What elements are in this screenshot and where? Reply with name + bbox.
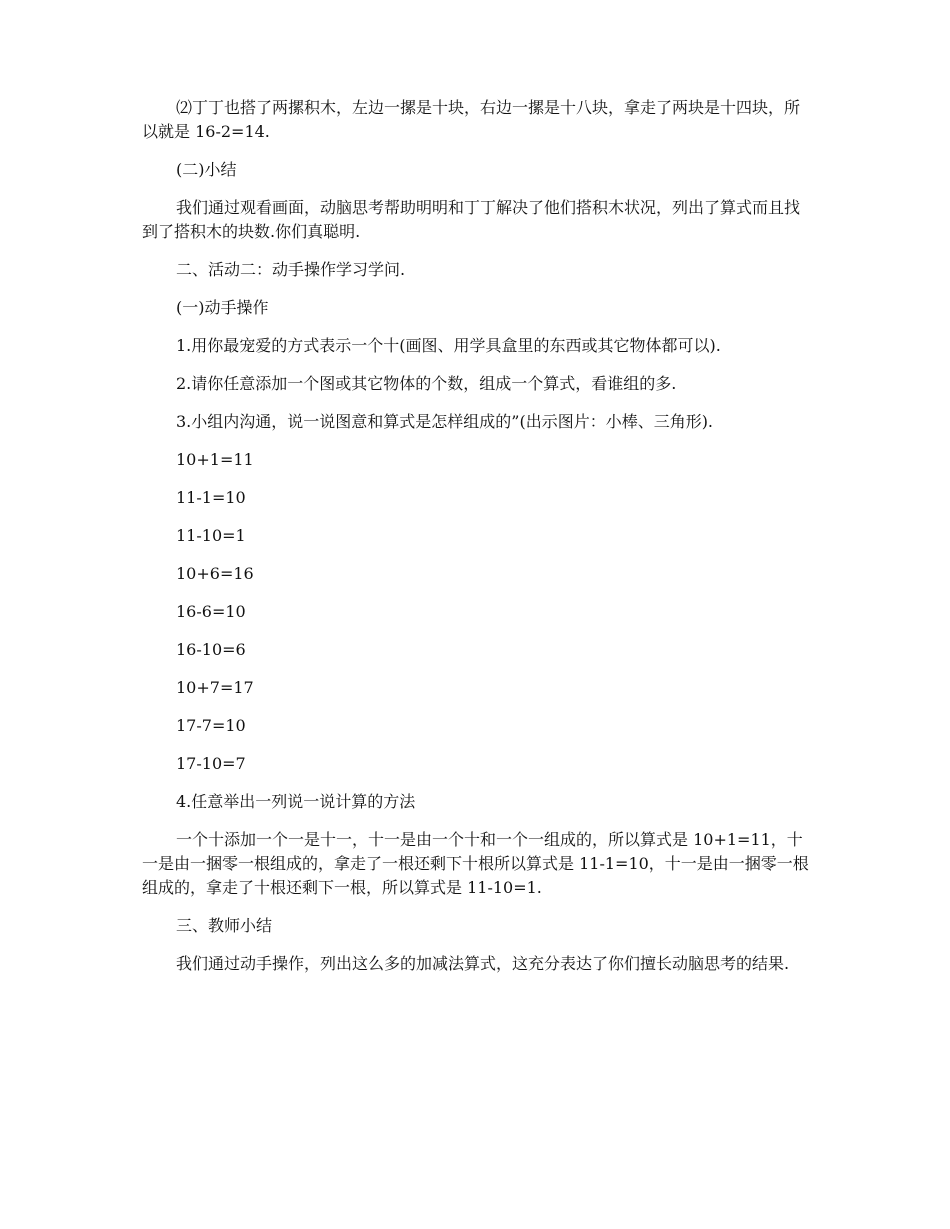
equation-2: 11-1=10 — [176, 488, 246, 507]
equation-9: 17-10=7 — [176, 754, 246, 773]
step-3: 3.小组内沟通，说一说图意和算式是怎样组成的”(出示图片：小棒、三角形). — [176, 412, 714, 431]
paragraph-method-explanation: 一个十添加一个一是十一，十一是由一个十和一个一组成的，所以算式是 10+1=11，十一是由一捆零一根组成的，拿走了一根还剩下十根所以算式是 11-1=10，十一是由一捆零一根组成的，拿走了十根还剩下一根，所以算式是 11-10=1. — [142, 830, 809, 897]
equation-7: 10+7=17 — [176, 678, 254, 697]
equation-4: 10+6=16 — [176, 564, 254, 583]
paragraph-dingding-blocks: ⑵丁丁也搭了两摞积木，左边一摞是十块，右边一摞是十八块，拿走了两块是十四块，所以就是 16-2=14. — [142, 98, 801, 141]
step-1: 1.用你最宠爱的方式表示一个十(画图、用学具盒里的东西或其它物体都可以). — [176, 336, 721, 355]
equation-6: 16-10=6 — [176, 640, 246, 659]
heading-hands-on: (一)动手操作 — [176, 298, 269, 317]
equation-5: 16-6=10 — [176, 602, 246, 621]
paragraph-summary-text: 我们通过观看画面，动脑思考帮助明明和丁丁解决了他们搭积木状况，列出了算式而且找到了搭积木的块数.你们真聪明. — [142, 198, 801, 241]
heading-activity-2: 二、活动二：动手操作学习学问. — [176, 260, 406, 279]
heading-teacher-summary: 三、教师小结 — [176, 916, 273, 935]
equation-3: 11-10=1 — [176, 526, 246, 545]
step-4: 4.任意举出一列说一说计算的方法 — [176, 792, 416, 811]
equation-1: 10+1=11 — [176, 450, 254, 469]
heading-summary-2: (二)小结 — [176, 160, 237, 179]
step-2: 2.请你任意添加一个图或其它物体的个数，组成一个算式，看谁组的多. — [176, 374, 677, 393]
equation-8: 17-7=10 — [176, 716, 246, 735]
paragraph-teacher-summary: 我们通过动手操作，列出这么多的加减法算式，这充分表达了你们擅长动脑思考的结果. — [176, 954, 790, 973]
document-body — [142, 96, 810, 990]
